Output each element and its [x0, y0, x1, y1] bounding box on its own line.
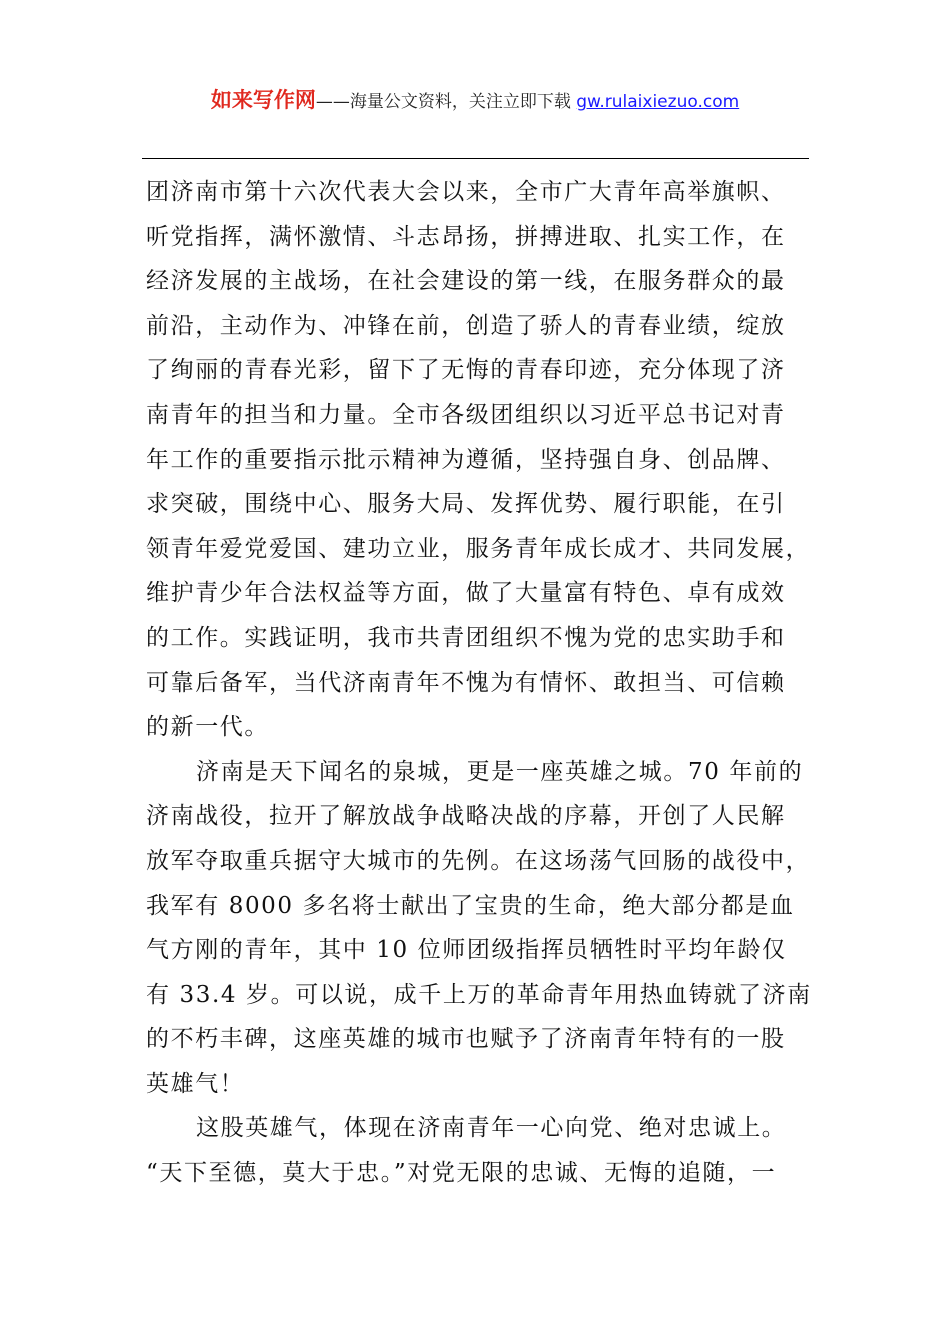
text-line: 南青年的担当和力量。全市各级团组织以习近平总书记对青 [146, 401, 786, 428]
header-link[interactable]: gw.rulaixiezuo.com [576, 92, 740, 112]
text-line: 前沿，主动作为、冲锋在前，创造了骄人的青春业绩，绽放 [146, 312, 786, 339]
brand-name: 如来写作网 [210, 88, 316, 112]
text-line: 的不朽丰碑，这座英雄的城市也赋予了济南青年特有的一股 [146, 1026, 786, 1053]
text-line: 了绚丽的青春光彩，留下了无悔的青春印迹，充分体现了济 [146, 357, 786, 384]
header-divider [142, 158, 809, 159]
header-slogan: ——海量公文资料，关注立即下载 [315, 92, 571, 112]
document-body [146, 170, 812, 1196]
text-line: 济南战役，拉开了解放战争战略决战的序幕，开创了人民解 [146, 803, 786, 830]
text-line: 年工作的重要指示批示精神为遵循，坚持强自身、创品牌、 [146, 446, 786, 473]
text-line: 放军夺取重兵据守大城市的先例。在这场荡气回肠的战役中， [146, 847, 811, 874]
text-line: 维护青少年合法权益等方面，做了大量富有特色、卓有成效 [146, 580, 786, 607]
text-line: 的工作。实践证明，我市共青团组织不愧为党的忠实助手和 [146, 624, 786, 651]
text-line: 气方刚的青年，其中 10 位师团级指挥员牺牲时平均年龄仅 [146, 937, 787, 964]
text-line: 团济南市第十六次代表大会以来，全市广大青年高举旗帜、 [146, 179, 786, 205]
paragraph-start-line: 这股英雄气，体现在济南青年一心向党、绝对忠诚上。 [196, 1115, 787, 1142]
page-header [0, 84, 950, 114]
text-line: “天下至德，莫大于忠。”对党无限的忠诚、无悔的追随，一 [146, 1160, 777, 1187]
text-line: 有 33.4 岁。可以说，成千上万的革命青年用热血铸就了济南 [146, 981, 812, 1008]
text-line: 求突破，围绕中心、服务大局、发挥优势、履行职能，在引 [146, 491, 786, 518]
text-line: 可靠后备军，当代济南青年不愧为有情怀、敢担当、可信赖 [146, 669, 786, 696]
text-line: 的新一代。 [146, 714, 269, 741]
text-line: 我军有 8000 多名将士献出了宝贵的生命，绝大部分都是血 [146, 892, 795, 919]
text-line: 领青年爱党爱国、建功立业，服务青年成长成才、共同发展， [146, 535, 811, 562]
text-line: 听党指挥，满怀激情、斗志昂扬，拼搏进取、扎实工作，在 [146, 223, 786, 250]
text-line: 经济发展的主战场，在社会建设的第一线，在服务群众的最 [146, 268, 786, 295]
text-line: 英雄气！ [146, 1070, 245, 1097]
paragraph-start-line: 济南是天下闻名的泉城，更是一座英雄之城。70 年前的 [196, 758, 804, 785]
